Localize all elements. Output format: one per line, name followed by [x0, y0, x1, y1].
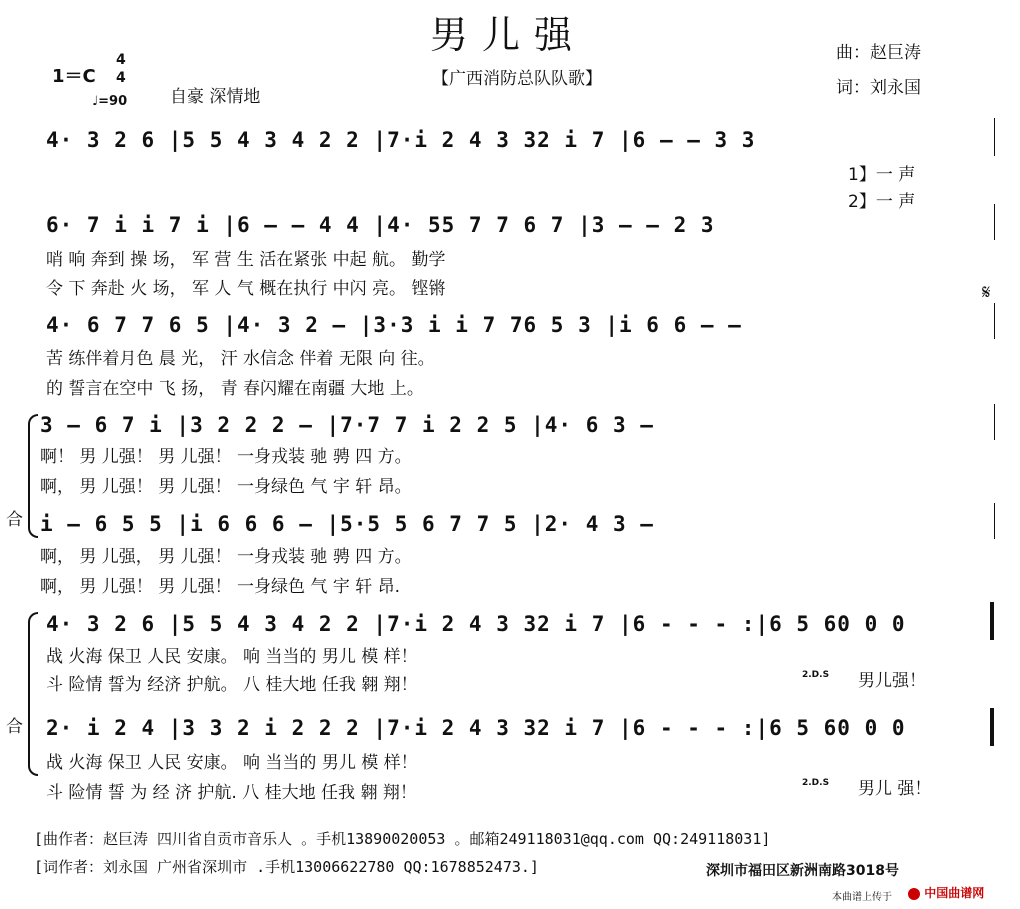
- lyric-row-2-verse-1: 哨 响 奔到 操 场， 军 营 生 活在紧张 中起 航。 勤学: [46, 250, 446, 270]
- barline: [994, 118, 995, 156]
- lyric-row-4-verse-2: 啊， 男 儿强！ 男 儿强！ 一身绿色 气 宇 轩 昂。: [40, 477, 412, 497]
- lyric-row-3-verse-2: 的 誓言在空中 飞 扬， 青 春闪耀在南疆 大地 上。: [46, 379, 424, 399]
- page-title: 男儿强: [430, 13, 587, 57]
- barline: [994, 303, 995, 339]
- lyric-row-2-verse-2: 令 下 奔赴 火 场， 军 人 气 概在执行 中闪 亮。 铿锵: [46, 279, 446, 299]
- lyric-row-5-verse-1: 啊， 男 儿强， 男 儿强！ 一身戎装 驰 骋 四 方。: [40, 547, 412, 567]
- barline: [994, 503, 995, 539]
- lyricist-info: [词作者：刘永国 广州省深圳市 .手机13006622780 QQ:1678852473.]: [34, 858, 539, 876]
- segno-icon: 𝄋: [982, 280, 991, 304]
- notation-row-5: i — 6 5 5 |i 6 6 6 — |5·5 5 6 7 7 5 |2· 4 3 —: [40, 512, 654, 536]
- lyricist-credit: 词：刘永国: [836, 78, 921, 98]
- lyric-row-6-verse-1: 战 火海 保卫 人民 安康。 响 当当的 男儿 模 样！: [46, 647, 418, 667]
- composer-credit: 曲：赵巨涛: [836, 43, 921, 63]
- expression-mark: 自豪 深情地: [170, 87, 261, 107]
- site-name: 中国曲谱网: [924, 886, 985, 900]
- notation-row-2: 6· 7 i i 7 i |6 — — 4 4 |4· 55 7 7 6 7 |3 — — 2 3: [46, 213, 715, 237]
- notation-row-4: 3 — 6 7 i |3 2 2 2 — |7·7 7 i 2 2 5 |4· 6 3 —: [40, 413, 654, 437]
- ds-mark-2: 2.D.S: [802, 778, 830, 788]
- final-barline: [990, 602, 994, 640]
- tempo-mark: ♩=90: [92, 94, 128, 109]
- barline: [994, 204, 995, 240]
- lyric-row-5-verse-2: 啊， 男 儿强！ 男 儿强！ 一身绿色 气 宇 轩 昂.: [40, 577, 401, 597]
- composer-info: [曲作者：赵巨涛 四川省自贡市音乐人 。手机13890020053 。邮箱249118031@qq.com QQ:249118031]: [34, 830, 771, 848]
- lyric-row-7-verse-2: 斗 险情 誓 为 经 济 护航. 八 桂大地 任我 翱 翔！: [46, 783, 417, 803]
- chorus-brace-2: [28, 612, 38, 776]
- subtitle: 【广西消防总队队歌】: [432, 69, 602, 89]
- upload-note: 本曲谱上传于: [832, 892, 892, 903]
- chorus-label-2: 合: [6, 717, 23, 737]
- site-logo: [908, 884, 984, 901]
- key-signature: 1＝C: [52, 66, 96, 87]
- ds-mark-1: 2.D.S: [802, 670, 830, 680]
- barline: [994, 404, 995, 440]
- time-signature-top: 4: [116, 52, 126, 68]
- notation-row-6: 4· 3 2 6 |5 5 4 3 4 2 2 |7·i 2 4 3 32 i 7 |6 - - - :|6 5 60 0 0: [46, 612, 906, 636]
- ending-2-label: 2】一 声: [848, 192, 916, 212]
- lyric-row-7-verse-1: 战 火海 保卫 人民 安康。 响 当当的 男儿 模 样！: [46, 753, 418, 773]
- address-text: 深圳市福田区新洲南路3018号: [706, 863, 899, 879]
- end-lyric-1: 男儿强！: [858, 671, 926, 691]
- lyric-row-3-verse-1: 苦 练伴着月色 晨 光， 汗 水信念 伴着 无限 向 往。: [46, 349, 435, 369]
- chorus-brace-1: [28, 414, 38, 538]
- lyric-row-4-verse-1: 啊！ 男 儿强！ 男 儿强！ 一身戎装 驰 骋 四 方。: [40, 447, 412, 467]
- final-barline: [990, 708, 994, 746]
- logo-icon: [908, 888, 920, 900]
- notation-row-3: 4· 6 7 7 6 5 |4· 3 2 — |3·3 i i 7 76 5 3 |i 6 6 — —: [46, 313, 742, 337]
- time-signature-bottom: 4: [116, 70, 126, 86]
- ending-1-label: 1】一 声: [848, 165, 916, 185]
- notation-row-1: 4· 3 2 6 |5 5 4 3 4 2 2 |7·i 2 4 3 32 i 7 |6 — — 3 3: [46, 128, 756, 152]
- chorus-label-1: 合: [6, 510, 23, 530]
- lyric-row-6-verse-2: 斗 险情 誓为 经济 护航。 八 桂大地 任我 翱 翔！: [46, 675, 418, 695]
- end-lyric-2: 男儿 强！: [858, 779, 932, 799]
- notation-row-7: 2· i 2 4 |3 3 2 i 2 2 2 |7·i 2 4 3 32 i 7 |6 - - - :|6 5 60 0 0: [46, 716, 906, 740]
